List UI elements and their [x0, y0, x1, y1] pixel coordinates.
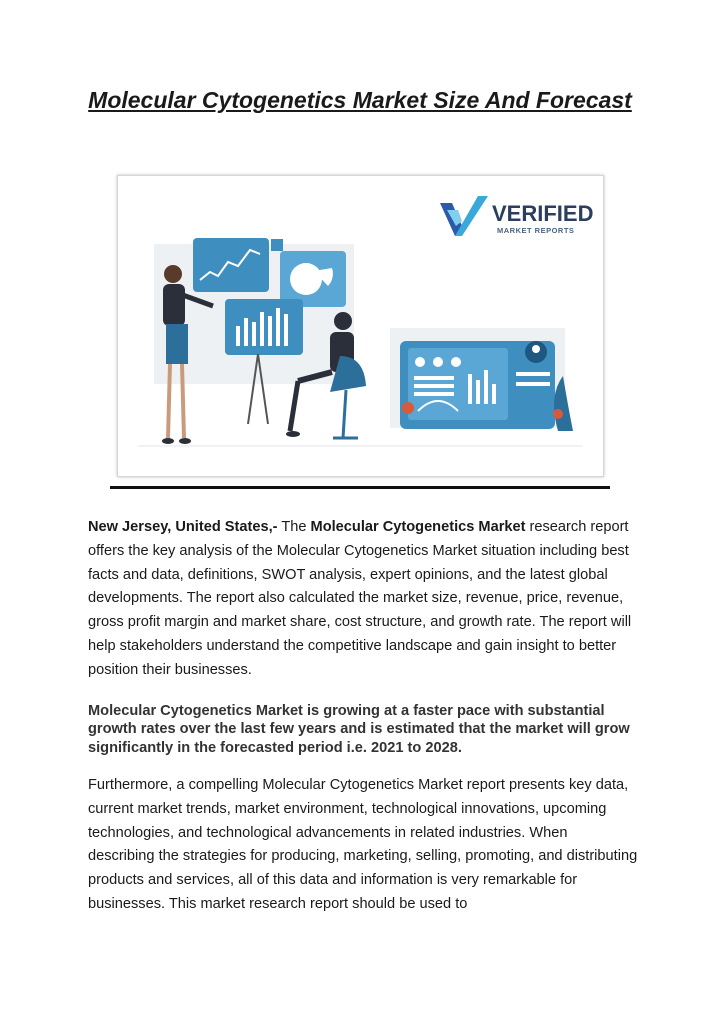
location-dateline: New Jersey, United States,- [88, 519, 278, 535]
report-banner [117, 175, 604, 477]
body-paragraph: Furthermore, a compelling Molecular Cytogenetics Market report presents key data, current market trends, market environment, technological innovations, upcoming technologies, and technological advancements in related industries. When describing the strategies for producing, marketing, selling, promoting, and distributing products and services, all of this data and information is very remarkable for businesses. This market research report should be used to [88, 777, 638, 912]
highlight-paragraph: Molecular Cytogenetics Market is growing at a faster pace with substantial growth rates over the last few years and is estimated that the market will grow significantly in the forecasted period i.e. 2021 to 2028. [88, 703, 630, 756]
intro-paragraph [88, 516, 638, 683]
business-analytics-illustration [118, 176, 603, 476]
divider [110, 486, 610, 489]
document-title: Molecular Cytogenetics Market Size And Forecast [88, 87, 632, 113]
brand-name: VERIFIED [492, 201, 594, 226]
intro-the: The [281, 519, 307, 535]
market-name: Molecular Cytogenetics Market [310, 519, 526, 535]
intro-body: research report offers the key analysis of the Molecular Cytogenetics Market situation including best facts and data, definitions, SWOT analysis, expert opinions, and the latest global developments. The report also calculated the market size, revenue, price, revenue, gross profit margin and market share, cost structure, and growth rate. The report will help stakeholders understand the competitive landscape and gain insight to better position their businesses. [88, 519, 632, 678]
verified-logo [440, 196, 593, 236]
brand-tagline: MARKET REPORTS [497, 226, 575, 235]
